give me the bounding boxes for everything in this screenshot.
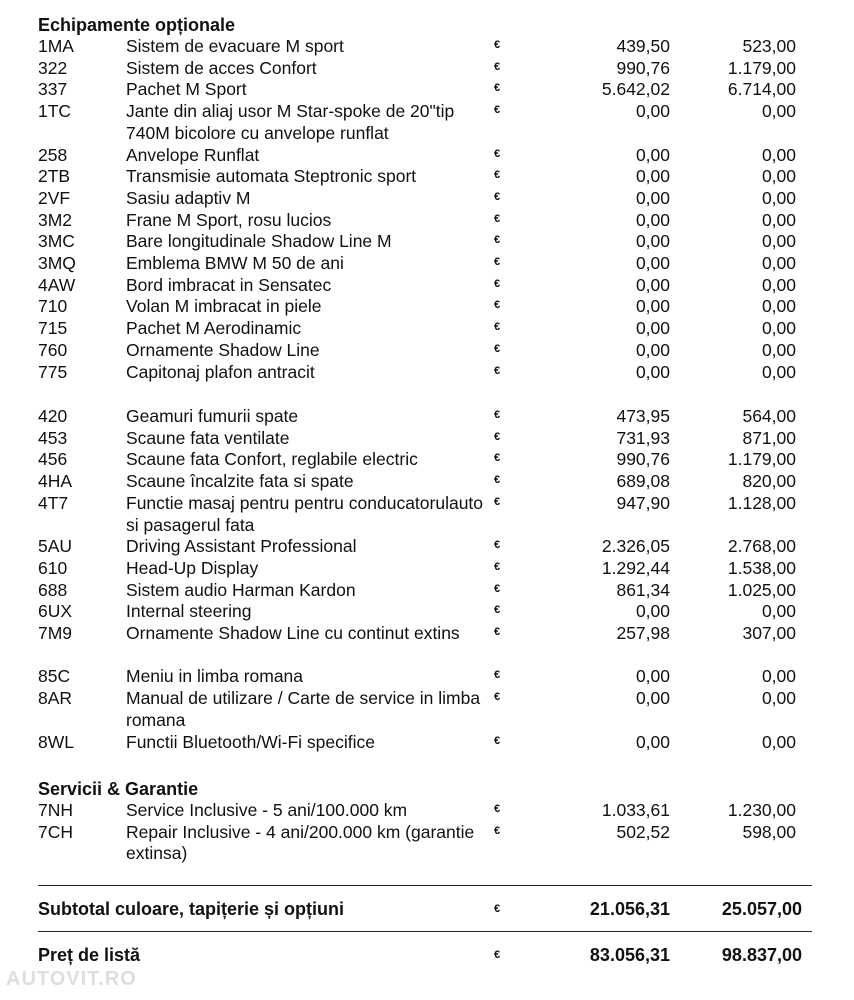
item-gross-price: 0,00	[761, 339, 796, 360]
services-title: Servicii & Garantie	[38, 779, 199, 799]
item-gross-price: 0,00	[761, 361, 796, 382]
item-gross-price: 1.230,00	[727, 800, 796, 820]
item-code: 3MC	[38, 231, 75, 252]
item-net-price: 502,52	[616, 821, 670, 842]
currency-symbol: €	[494, 104, 501, 117]
item-description: Service Inclusive - 5 ani/100.000 km	[126, 800, 408, 820]
item-description: Functii Bluetooth/Wi-Fi specifice	[126, 731, 375, 752]
list-price-row	[0, 943, 854, 967]
item-net-price: 731,93	[616, 427, 670, 448]
currency-symbol: €	[494, 60, 501, 73]
item-code: 1TC	[38, 101, 72, 122]
item-description: Scaune încalzite fata si spate	[126, 471, 354, 492]
currency-symbol: €	[494, 474, 501, 487]
item-description: Ornamente Shadow Line cu continut extins	[126, 623, 460, 643]
item-code: 4HA	[38, 471, 73, 492]
item-gross-price: 0,00	[761, 166, 796, 187]
currency-symbol: €	[494, 495, 501, 508]
item-gross-price: 598,00	[742, 821, 796, 842]
item-description: Ornamente Shadow Line	[126, 339, 320, 360]
item-description: Pachet M Sport	[126, 79, 247, 100]
item-code: 5AU	[38, 536, 73, 557]
currency-symbol: €	[494, 560, 501, 573]
item-gross-price: 523,00	[742, 36, 796, 56]
item-description: Geamuri fumurii spate	[126, 406, 299, 426]
item-code: 85C	[38, 666, 71, 687]
item-code: 610	[38, 557, 68, 578]
currency-symbol: €	[494, 190, 501, 203]
item-net-price: 0,00	[635, 339, 670, 360]
item-gross-price: 0,00	[761, 144, 796, 165]
item-net-price: 990,76	[616, 449, 670, 470]
currency-symbol: €	[494, 669, 501, 682]
item-gross-price: 2.768,00	[727, 536, 796, 557]
item-code: 6UX	[38, 601, 73, 622]
item-description: Sistem de acces Confort	[126, 57, 317, 78]
subtotal-row	[0, 897, 854, 921]
item-net-price: 2.326,05	[601, 536, 670, 557]
item-gross-price: 1.179,00	[727, 449, 796, 470]
item-net-price: 0,00	[635, 601, 670, 622]
item-description: Bare longitudinale Shadow Line M	[126, 231, 392, 252]
item-gross-price: 0,00	[761, 187, 796, 208]
currency-symbol: €	[494, 277, 501, 290]
item-gross-price: 0,00	[761, 731, 796, 752]
currency-symbol: €	[494, 604, 501, 617]
item-description: Sasiu adaptiv M	[126, 187, 251, 208]
item-net-price: 0,00	[635, 688, 670, 709]
list-price-gross: 98.837,00	[721, 945, 802, 965]
item-description: Driving Assistant Professional	[126, 536, 357, 557]
item-description: Functie masaj pentru pentru conducatorulauto si pasagerul fata	[126, 492, 484, 535]
optional-equipment-title: Echipamente opționale	[38, 15, 236, 35]
item-gross-price: 820,00	[742, 471, 796, 492]
currency-symbol: €	[494, 299, 501, 312]
divider-top	[38, 885, 812, 886]
item-gross-price: 1.025,00	[727, 579, 796, 600]
item-code: 3MQ	[38, 253, 76, 273]
item-code: 715	[38, 318, 68, 339]
item-description: Bord imbracat in Sensatec	[126, 274, 332, 295]
currency-symbol: €	[494, 82, 501, 95]
currency-symbol: €	[494, 430, 501, 443]
item-gross-price: 564,00	[742, 406, 796, 426]
item-code: 337	[38, 79, 68, 100]
item-net-price: 0,00	[635, 144, 670, 165]
item-code: 775	[38, 361, 68, 382]
currency-symbol: €	[494, 452, 501, 465]
item-code: 760	[38, 339, 68, 360]
item-net-price: 1.033,61	[601, 800, 670, 820]
item-net-price: 0,00	[635, 318, 670, 339]
item-description: Internal steering	[126, 601, 252, 622]
currency-symbol: €	[494, 364, 501, 377]
item-description: Transmisie automata Steptronic sport	[126, 166, 417, 187]
item-net-price: 990,76	[616, 57, 670, 78]
item-net-price: 257,98	[616, 623, 670, 643]
divider-bottom	[38, 931, 812, 932]
item-net-price: 0,00	[635, 101, 670, 122]
item-code: 453	[38, 427, 68, 448]
item-code: 8WL	[38, 731, 74, 752]
item-gross-price: 6.714,00	[727, 79, 796, 100]
item-net-price: 0,00	[635, 253, 670, 273]
item-net-price: 0,00	[635, 231, 670, 252]
currency-symbol: €	[494, 212, 501, 225]
item-code: 258	[38, 144, 68, 165]
item-net-price: 473,95	[616, 406, 670, 426]
item-code: 7M9	[38, 623, 73, 643]
currency-symbol: €	[494, 342, 501, 355]
item-code: 322	[38, 57, 68, 78]
currency-symbol: €	[494, 803, 501, 815]
item-net-price: 439,50	[616, 36, 670, 56]
item-gross-price: 0,00	[761, 209, 796, 230]
item-description: Head-Up Display	[126, 557, 259, 578]
currency-symbol: €	[494, 582, 501, 595]
item-code: 420	[38, 406, 68, 426]
watermark-logo: AUTOVIT.RO	[6, 968, 137, 990]
item-description: Capitonaj plafon antracit	[126, 361, 315, 382]
item-code: 7NH	[38, 800, 74, 820]
item-code: 4AW	[38, 274, 76, 295]
item-description: Scaune fata Confort, reglabile electric	[126, 449, 418, 470]
item-gross-price: 0,00	[761, 318, 796, 339]
item-net-price: 1.292,44	[601, 557, 670, 578]
item-gross-price: 1.128,00	[727, 492, 796, 513]
item-net-price: 0,00	[635, 361, 670, 382]
item-description: Emblema BMW M 50 de ani	[126, 253, 344, 273]
item-net-price: 0,00	[635, 166, 670, 187]
item-code: 710	[38, 296, 68, 317]
item-gross-price: 871,00	[742, 427, 796, 448]
item-net-price: 0,00	[635, 187, 670, 208]
currency-symbol: €	[494, 903, 501, 915]
currency-symbol: €	[494, 734, 501, 747]
item-code: 2VF	[38, 187, 71, 208]
item-net-price: 947,90	[616, 492, 670, 513]
item-net-price: 0,00	[635, 666, 670, 687]
currency-symbol: €	[494, 256, 501, 268]
item-gross-price: 0,00	[761, 296, 796, 317]
item-net-price: 0,00	[635, 731, 670, 752]
currency-symbol: €	[494, 824, 501, 837]
item-description: Sistem de evacuare M sport	[126, 36, 344, 56]
currency-symbol: €	[494, 949, 501, 961]
item-description: Scaune fata ventilate	[126, 427, 290, 448]
item-code: 456	[38, 449, 68, 470]
currency-symbol: €	[494, 409, 501, 421]
currency-symbol: €	[494, 539, 501, 552]
item-description: Manual de utilizare / Carte de service in limba romana	[126, 688, 481, 730]
item-net-price: 861,34	[616, 579, 670, 600]
subtotal-gross: 25.057,00	[721, 899, 802, 919]
currency-symbol: €	[494, 169, 501, 182]
item-net-price: 0,00	[635, 209, 670, 230]
currency-symbol: €	[494, 321, 501, 334]
list-price-net: 83.056,31	[589, 945, 670, 965]
item-description: Frane M Sport, rosu lucios	[126, 209, 332, 230]
currency-symbol: €	[494, 147, 501, 160]
item-code: 1MA	[38, 36, 74, 56]
item-gross-price: 0,00	[761, 231, 796, 252]
item-description: Sistem audio Harman Kardon	[126, 579, 356, 600]
item-gross-price: 0,00	[761, 666, 796, 687]
list-price-label: Preț de listă	[38, 945, 141, 965]
item-description: Pachet M Aerodinamic	[126, 318, 302, 339]
currency-symbol: €	[494, 626, 501, 638]
item-code: 2TB	[38, 166, 71, 187]
item-code: 7CH	[38, 821, 74, 842]
item-gross-price: 0,00	[761, 253, 796, 273]
item-description: Jante din aliaj usor M Star-spoke de 20"tip 740M bicolore cu anvelope runflat	[126, 101, 455, 143]
item-code: 8AR	[38, 688, 73, 709]
currency-symbol: €	[494, 234, 501, 247]
item-gross-price: 0,00	[761, 101, 796, 122]
subtotal-net: 21.056,31	[589, 899, 670, 919]
item-code: 688	[38, 579, 68, 600]
item-gross-price: 0,00	[761, 688, 796, 709]
item-description: Repair Inclusive - 4 ani/200.000 km (garantie extinsa)	[126, 821, 475, 864]
currency-symbol: €	[494, 691, 501, 704]
item-net-price: 5.642,02	[601, 79, 670, 100]
subtotal-label: Subtotal culoare, tapițerie și opțiuni	[38, 899, 345, 919]
item-net-price: 689,08	[616, 471, 670, 492]
item-net-price: 0,00	[635, 296, 670, 317]
item-description: Anvelope Runflat	[126, 144, 260, 165]
item-description: Meniu in limba romana	[126, 666, 304, 687]
item-code: 4T7	[38, 492, 69, 513]
currency-symbol: €	[494, 39, 501, 51]
item-gross-price: 0,00	[761, 274, 796, 295]
item-description: Volan M imbracat in piele	[126, 296, 322, 317]
item-gross-price: 1.179,00	[727, 57, 796, 78]
item-code: 3M2	[38, 209, 73, 230]
item-gross-price: 1.538,00	[727, 557, 796, 578]
item-gross-price: 0,00	[761, 601, 796, 622]
item-net-price: 0,00	[635, 274, 670, 295]
item-gross-price: 307,00	[742, 623, 796, 643]
